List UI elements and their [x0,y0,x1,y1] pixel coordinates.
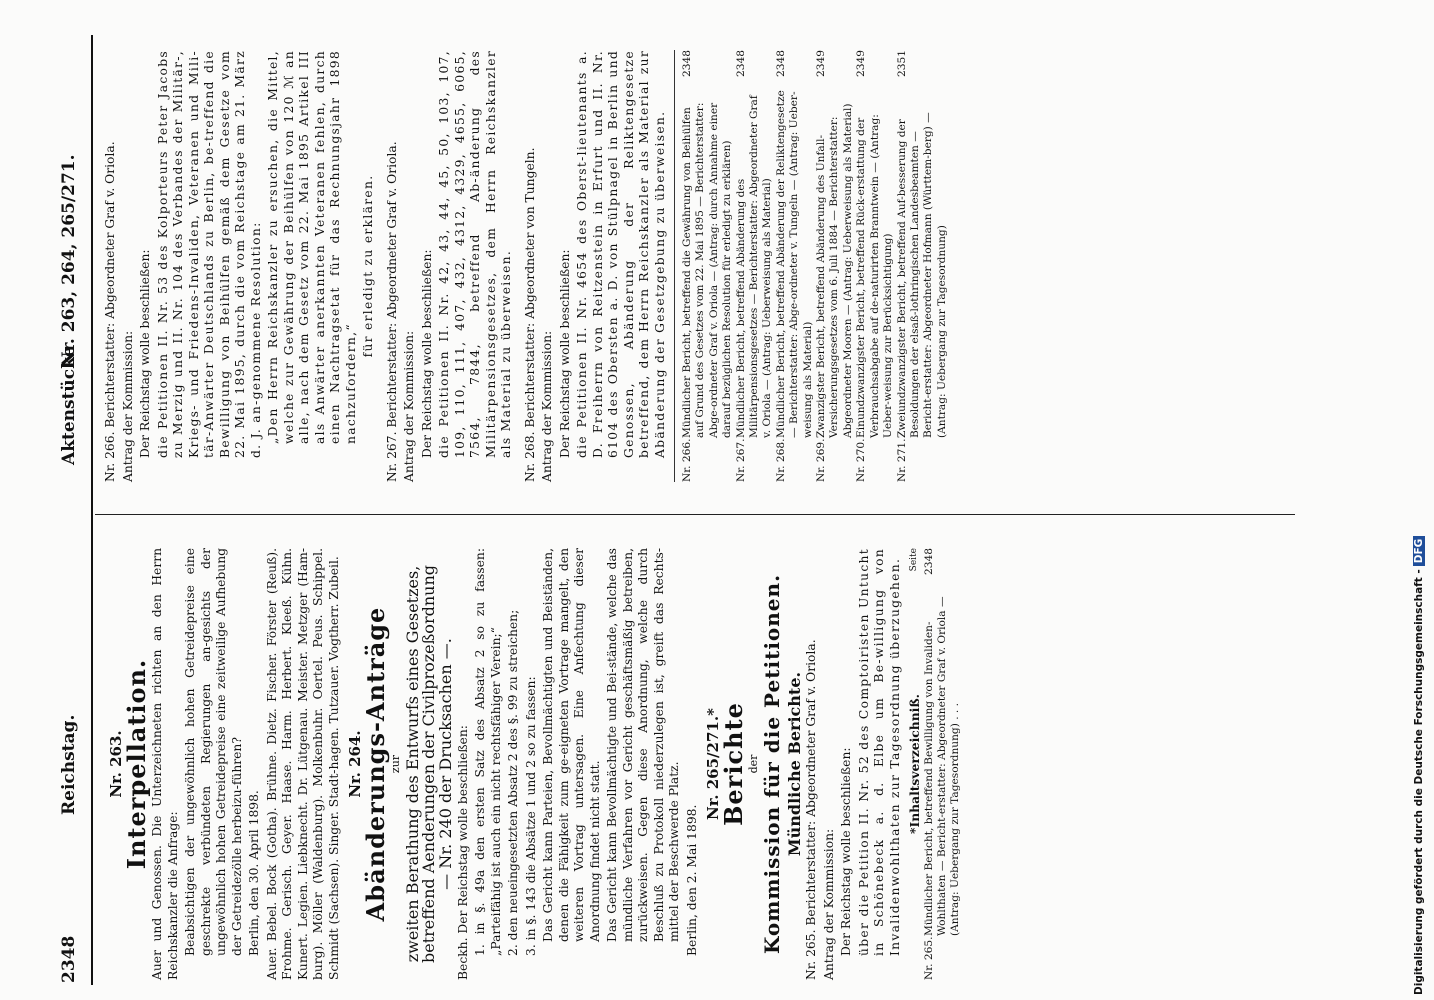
toc-text: Mündlicher Bericht, betreffend Abänderung des Militärpensionsgesetzes — Berichterstatter: Abgeordneter Graf v. Oriola — (Antrag: Ueberweisung als Material) [734,95,774,438]
nr264-quote1: Das Gericht kann Parteien, Bevollmächtigten und Beiständen, denen die Fähigkeit zum ge-eigneten Vortrage mangelt, den weiteren Vortrag untersagen. Eine Anfechtung dieser Anordnung findet nicht statt. [541,548,602,942]
nr266-quote: „Den Herrn Reichskanzler zu ersuchen, die Mittel, welche zur Gewährung der Beihülfen von 120 ℳ an alle, nach dem Gesetz vom 22. Mai 1895 Artikel III als Anwärter anerkannten Veteranen fehlen, durch einen Nachtragsetat für das Rechnungsjahr 1898 nachzufordern,“ [266,50,358,444]
nr265-der: der [747,754,760,774]
toc-title: *Inhaltsverzeichniß. [907,694,922,834]
nr265-oral-heading: Mündliche Berichte. [784,671,804,857]
nr263-text: Auer und Genossen. Die Unterzeichneten richten an den Herrn Reichskanzler die Anfrage: [150,548,180,980]
nr263-date: Berlin, den 30. April 1898. [247,790,261,956]
nr263-title: Interpellation. [121,658,151,870]
dfg-logo: DFG [1413,536,1425,567]
nr264-druck: — Nr. 240 der Drucksachen —. [436,638,455,890]
toc-page: 2348 [734,50,747,77]
nr268-text: die Petitionen II. Nr. 4654 des Oberst-lieutenants a. D. Freiherrn von Reitzenstein in Erfurt und II. Nr. 6104 des Obersten a. D. von Stülpnagel in Berlin und Genossen, Abänderung der Reliktengesetze betreffend, dem Herrn Reichskanzler als Material zur Abänderung der Gesetzgebung zu überweisen. [575,50,667,458]
nr263-question: Beabsichtigen der ungewöhnlich hohen Getreidepreise eine geschrekte verbündeten Regierungen an-gesichts der ungewöhnlich hohen Getreidepreise eine zeitweilige Aufhebung der Getreidezölle herbeizu-führen? [183,548,244,956]
toc-row [896,50,950,482]
toc-row [775,50,815,482]
acts-label: Aktenstücke [59,346,79,465]
nr265-antrag: Antrag der Kommission: [821,828,836,980]
toc-row [815,50,855,482]
nr263-signatories: Auer. Bebel. Bock (Gotha). Brühne. Dietz. Fischer. Förster (Reuß). Frohme. Gerisch. Geyer. Haase. Harm. Herbert. Kleeß. Kühn. Kunert. Legien. Liebknecht. Dr. Lütgenau. Meister. Metzger (Ham-burg). Möller (Waldenburg). Molkenbuhr. Oertel. Peus. Schippel. Schmidt (Sachsen). Singer. Stadt-hagen. Tutzauer. Vogtherr. Zubeil. [264,548,341,980]
running-title: Reichstag. [59,714,79,815]
toc-text: Mündlicher Bericht, betreffend Abänderung der Reliktengesetze — Berichterstatter: Abge-ordneter v. Tungeln — (Antrag: Ueber-weisung als Material) [774,90,814,438]
toc-number: Nr. 269. [815,438,828,482]
toc-number: Nr. 266. [681,438,693,482]
toc-number: Nr. 270. [855,438,868,482]
toc-list [681,50,949,482]
toc-text: Einundzwanzigster Bericht, betreffend Rück-erstattung der Verbrauchsabgabe auf de-naturirten Branntwein — (Antrag: Ueber-weisung zur Berücksichtigung) [855,114,895,438]
left-column [103,548,963,980]
toc-page: 2349 [815,50,828,77]
nr265-title: Berichte [718,702,748,826]
toc-row [855,50,895,482]
page-number: 2348 [59,935,79,983]
toc-page: 2351 [895,50,908,77]
nr267-antrag: Antrag der Kommission: [402,330,416,482]
nr267-head: Nr. 267. Berichterstatter: Abgeordneter Graf v. Oriola. [384,141,399,482]
document-page [45,35,1390,985]
nr265-beschl: Der Reichstag wolle beschließen: [839,747,853,956]
toc-text: Mündlicher Bericht, betreffend die Gewährung von Beihülfen auf Grund des Gesetzes vom 22. Mai 1895 — Berichterstatter: Abge-ordneter Graf v. Oriola — (Antrag: durch Annahme einer darauf bezüglichen Resolution für erledigt zu erklären) [681,102,734,438]
toc-page: 2348 [774,50,787,77]
page-header [45,35,93,985]
nr267-text: die Petitionen II. Nr. 42, 43, 44, 45, 50, 103, 107, 109, 110, 111, 407, 432, 4312, 4329, 4655, 6065, 7564, 7844, betreffend Ab-änderung des Militärpensionsgesetzes, dem Herrn Reichskanzler als Material zu überweisen. [437,50,513,458]
nr267-beschl: Der Reichstag wolle beschließen: [419,249,434,458]
nr264-zur: zur [389,754,402,774]
nr264-quote2: Das Gericht kann Bevollmächtigte und Bei-stände, welche das mündliche Verfahren vor Gericht geschäftsmäßig betreiben, zurückweisen. Gegen diese Anordnung, welche durch Beschluß zu Protokoll niederzulegen ist, greift das Rechts-mittel der Beschwerde Platz. [605,548,681,942]
toc-row [923,548,963,980]
nr264-beckh: Beckh. Der Reichstag wolle beschließen: [455,725,470,980]
nr264-item2: 2. den neueingesetzten Absatz 2 des §. 99 zu streichen; [506,609,520,956]
toc-row [681,50,735,482]
nr264-number: Nr. 264. [346,730,364,798]
toc-heading [907,548,923,980]
digitization-text: Digitalisierung gefördert durch die Deutsche Forschungsgemeinschaft - [1413,569,1425,995]
digitization-note [1413,536,1425,995]
right-column [103,50,949,482]
nr264-title: Abänderungs-Anträge [360,606,390,922]
nr265-text: über die Petition II. Nr. 52 des Comptoiristen Untucht in Schönebeck a. d. Elbe um Be-willigung von Invalidenwohlthaten zur Tagesordnung überzugehen. [856,548,902,956]
toc-number: Nr. 271. [895,438,908,482]
nr268-head: Nr. 268. Berichterstatter: Abgeordneter von Tungeln. [522,147,537,482]
nr264-item3: 3. in §. 143 die Absätze 1 und 2 so zu fassen: [523,676,538,956]
toc-row [735,50,775,482]
column-divider [95,514,1295,515]
nr266-antrag: Antrag der Kommission: [120,330,135,482]
nr266-end: für erledigt zu erklären. [361,174,375,358]
nr265-commission: Kommission für die Petitionen. [760,573,784,955]
nr268-beschl: Der Reichstag wolle beschließen: [557,249,572,458]
nr264-subject: zweiten Berathung des Entwurfs eines Gesetzes, betreffend Aenderungen der Civilprozeßordnung [403,565,438,963]
toc-number: Nr. 268. [774,438,787,482]
toc-text: Mündlicher Bericht, betreffend Bewilligung von Invaliden-Wohlthaten — Bericht-erstatter: Abgeordneter Graf v. Oriola — (Antrag: Uebergang zur Tagesordnung) . . . [922,596,962,936]
toc-page: 2348 [681,50,693,77]
header-numbers: Nr. 263, 264, 265/271. [59,154,79,367]
toc-number: Nr. 267. [734,438,747,482]
nr266-beschl: Der Reichstag wolle beschließen: [138,249,152,458]
toc-page: 2349 [855,50,868,77]
nr264-date: Berlin, den 2. Mai 1898. [684,804,699,956]
toc-number: Nr. 265. [922,936,935,980]
nr265-head: Nr. 265. Berichterstatter: Abgeordneter Graf v. Oriola. [804,639,818,980]
toc-text: Zweiundzwanzigster Bericht, betreffend Auf-besserung der Besoldungen der elsaß-lothringischen Landesbeamten — Bericht-erstatter: Abgeordneter Hofmann (Württem-berg) — (Antrag: Uebergang zur Tagesordnung) [895,112,948,438]
nr268-antrag: Antrag der Kommission: [540,330,554,482]
toc-text: Zwanzigster Bericht, betreffend Abänderung des Unfall-Versicherungsgesetzes vom 6. Juli 1884 — Berichterstatter: Abgeordneter Mooren — (Antrag: Ueberweisung als Material) [815,103,854,438]
nr263-number: Nr. 263. [107,730,125,798]
toc-seite: Seite [909,548,919,572]
toc-page: 2348 [922,548,935,575]
nr266-text: die Petitionen II. Nr. 53 des Kolporteurs Peter Jacobs zu Merzig und II. Nr. 104 des Verbandes der Militär-, Kriegs- und Friedens-Invaliden, Veteranen und Mili-tär-Anwärter Deutschlands zu Berlin, be-treffend die Bewilligung von Beihülfen gemäß dem Gesetze vom 22. Mai 1895, durch die vom Reichstage am 21. März d. J. an-genommene Resolution: [155,50,263,458]
toc-divider [674,50,675,482]
nr264-item1: 1. in §. 49a den ersten Satz des Absatz 2 so zu fassen: „Parteifähig ist auch ein nicht rechtsfähiger Verein;“ [473,548,503,956]
nr266-head: Nr. 266. Berichterstatter: Abgeordneter Graf v. Oriola. [103,141,117,482]
nr265-number: Nr. 265/271.* [704,708,722,820]
